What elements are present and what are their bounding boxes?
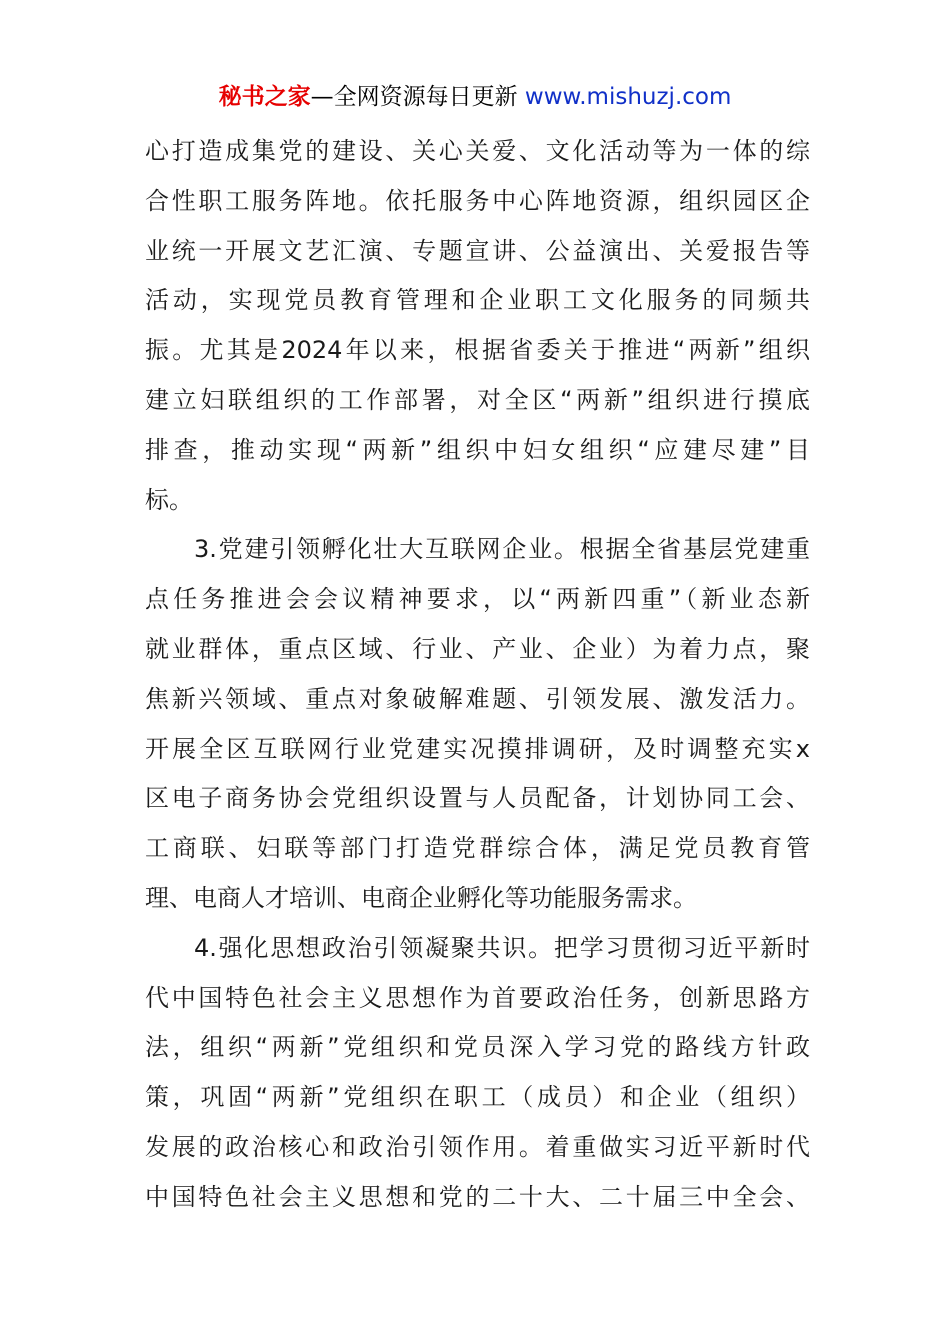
brand-name: 秘书之家: [218, 84, 311, 110]
text-line: 业统一开展文艺汇演、专题宣讲、公益演出、关爱报告等: [145, 236, 810, 265]
text-line: 法，组织“两新”党组织和党员深入学习党的路线方针政: [145, 1033, 810, 1062]
text-line: 点任务推进会会议精神要求，以“两新四重”（新业态新: [145, 585, 810, 614]
text-line: 心打造成集党的建设、关心关爱、文化活动等为一体的综: [145, 137, 810, 165]
text-line: 合性职工服务阵地。依托服务中心阵地资源，组织园区企: [145, 186, 810, 215]
text-line: 标。: [145, 485, 193, 514]
text-line: 建立妇联组织的工作部署，对全区“两新”组织进行摸底: [145, 385, 810, 414]
text-line: 开展全区互联网行业党建实况摸排调研，及时调整充实x: [145, 734, 810, 763]
text-line: 就业群体，重点区域、行业、产业、企业）为着力点，聚: [145, 634, 810, 663]
text-line: 工商联、妇联等部门打造党群综合体，满足党员教育管: [145, 834, 810, 863]
text-line: 振。尤其是2024年以来，根据省委关于推进“两新”组织: [145, 336, 810, 365]
text-line: 中国特色社会主义思想和党的二十大、二十届三中全会、: [145, 1182, 810, 1211]
text-line: 发展的政治核心和政治引领作用。着重做实习近平新时代: [145, 1132, 810, 1161]
site-url-link[interactable]: www.mishuzj.com: [524, 84, 732, 110]
document-body: [145, 127, 810, 1223]
text-line: 代中国特色社会主义思想作为首要政治任务，创新思路方: [145, 983, 810, 1012]
text-line: 排查，推动实现“两新”组织中妇女组织“应建尽建”目: [145, 435, 810, 464]
text-line: 理、电商人才培训、电商企业孵化等功能服务需求。: [145, 883, 697, 912]
text-line: 区电子商务协会党组织设置与人员配备，计划协同工会、: [145, 784, 810, 813]
text-line: 活动，实现党员教育管理和企业职工文化服务的同频共: [145, 286, 810, 315]
paragraph-heading-line: 4.强化思想政治引领凝聚共识。把学习贯彻习近平新时: [194, 933, 810, 962]
header-tagline: —全网资源每日更新: [310, 84, 525, 110]
text-line: 策，巩固“两新”党组织在职工（成员）和企业（组织）: [145, 1083, 810, 1112]
paragraph-heading-line: 3.党建引领孵化壮大互联网企业。根据全省基层党建重: [194, 535, 810, 564]
site-header: [0, 80, 950, 114]
text-line: 焦新兴领域、重点对象破解难题、引领发展、激发活力。: [145, 684, 810, 713]
